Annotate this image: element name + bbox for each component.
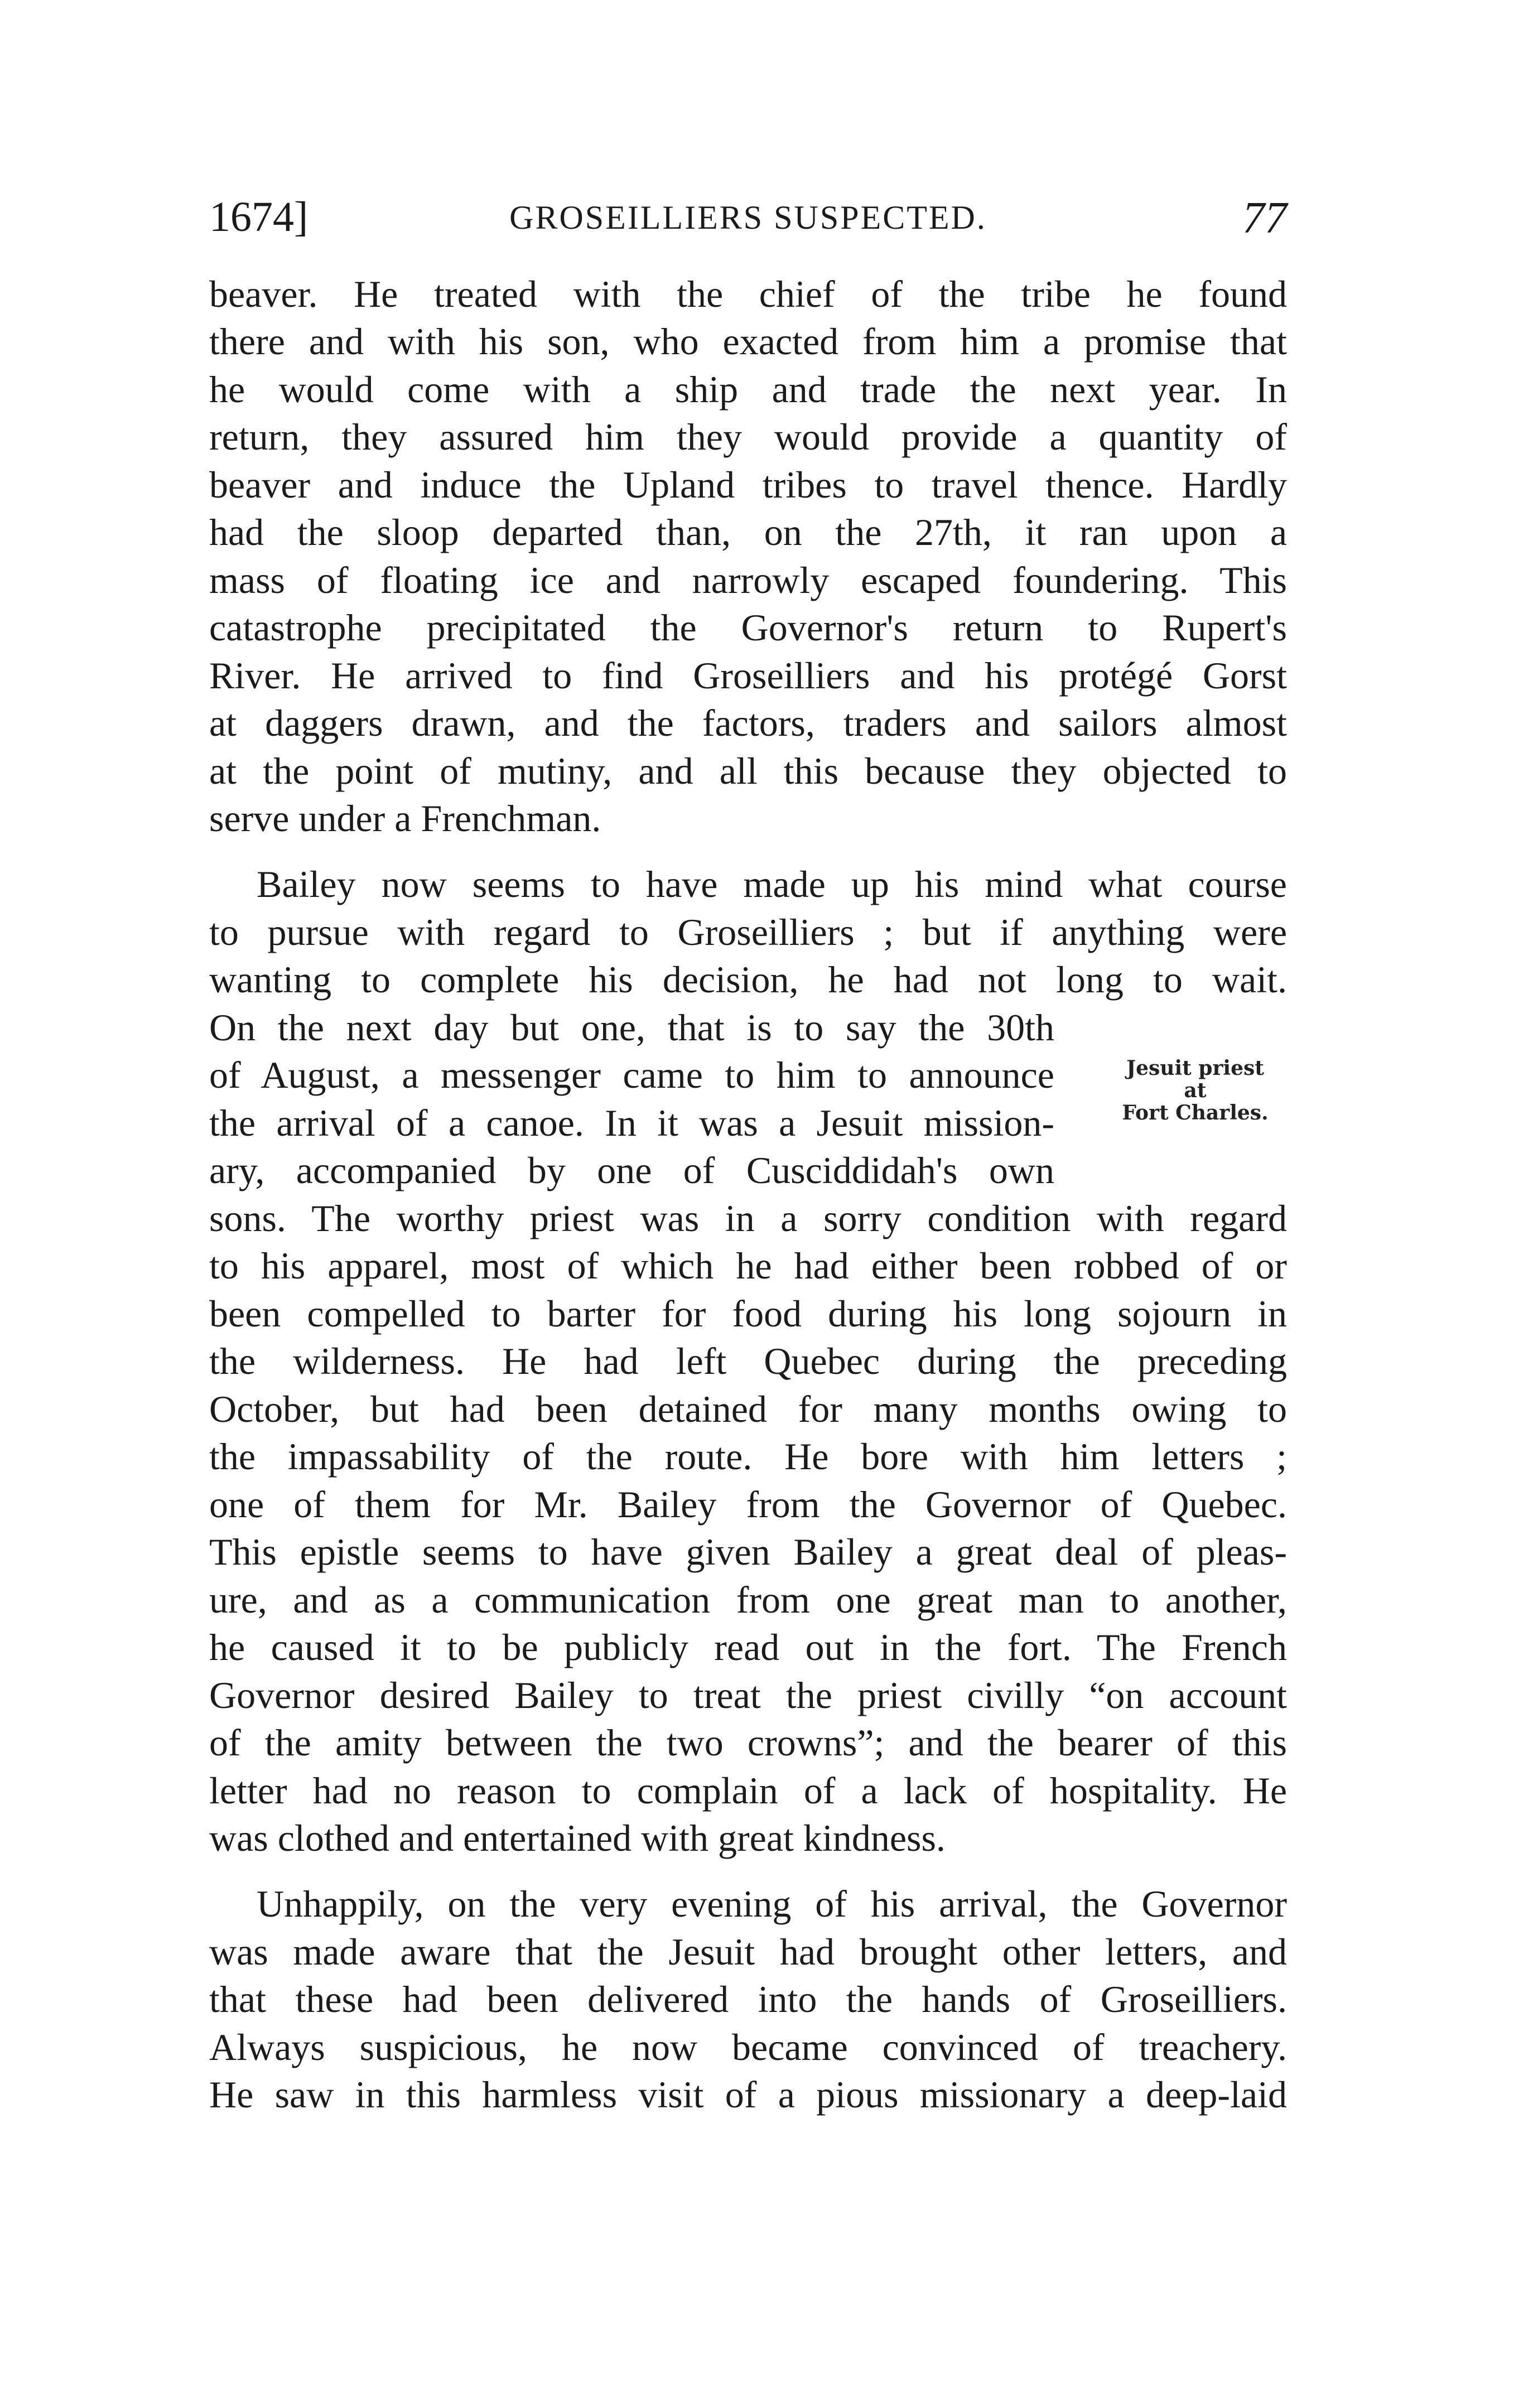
text-line: On the next day but one, that is to say the 30th (209, 1006, 1054, 1049)
text-line: Governor desired Bailey to treat the priest civilly “on account (209, 1674, 1287, 1716)
text-line: that these had been delivered into the hands of Groseilliers. (209, 1978, 1287, 2020)
text-line: of August, a messenger came to him to announce (209, 1054, 1054, 1096)
page-number: 77 (1242, 194, 1287, 243)
text-line: wanting to complete his decision, he had not long to wait. (209, 958, 1287, 1001)
margin-note-line: at (1184, 1079, 1207, 1102)
text-line: the impassability of the route. He bore with him letters ; (209, 1435, 1287, 1478)
text-line: the wilderness. He had left Quebec during the preceding (209, 1340, 1287, 1382)
text-line: the arrival of a canoe. In it was a Jesuit mission- (209, 1102, 1054, 1144)
text-line: mass of floating ice and narrowly escaped foundering. This (209, 559, 1287, 601)
text-line: letter had no reason to complain of a lack of hospitality. He (209, 1769, 1287, 1812)
text-line: there and with his son, who exacted from him a promise that (209, 320, 1287, 363)
text-line: been compelled to barter for food during his long sojourn in (209, 1292, 1287, 1335)
text-line: River. He arrived to find Groseilliers and his protégé Gorst (209, 654, 1287, 697)
text-line: at the point of mutiny, and all this because they objected to (209, 750, 1287, 792)
text-line: ure, and as a communication from one great man to another, (209, 1579, 1287, 1621)
running-head (209, 193, 1287, 254)
text-line: beaver. He treated with the chief of the tribe he found (209, 273, 1287, 315)
text-line: at daggers drawn, and the factors, traders and sailors almost (209, 702, 1287, 744)
text-line: sons. The worthy priest was in a sorry condition with regard (209, 1197, 1287, 1239)
text-line: of the amity between the two crowns”; and the bearer of this (209, 1721, 1287, 1764)
text-line: was made aware that the Jesuit had brought other letters, and (209, 1931, 1287, 1973)
running-head-title: GROSEILLIERS SUSPECTED. (509, 199, 987, 236)
text-line: Bailey now seems to have made up his mind what course (257, 863, 1287, 905)
text-line: serve under a Frenchman. (209, 797, 601, 839)
margin-note-line: Jesuit priest (1126, 1056, 1264, 1080)
text-line: October, but had been detained for many months owing to (209, 1388, 1287, 1430)
text-line: Always suspicious, he now became convinced of treachery. (209, 2026, 1287, 2068)
text-line: to pursue with regard to Groseilliers ; but if anything were (209, 911, 1287, 953)
text-line: beaver and induce the Upland tribes to travel thence. Hardly (209, 464, 1287, 506)
text-line: return, they assured him they would provide a quantity of (209, 416, 1287, 458)
text-line: one of them for Mr. Bailey from the Governor of Quebec. (209, 1483, 1287, 1526)
margin-note (1096, 1057, 1294, 1124)
text-line: This epistle seems to have given Bailey a great deal of pleas- (209, 1531, 1287, 1573)
text-line: Unhappily, on the very evening of his arrival, the Governor (257, 1883, 1287, 1925)
running-head-year: 1674] (209, 194, 308, 240)
text-line: was clothed and entertained with great kindness. (209, 1817, 946, 1859)
margin-note-line: Fort Charles. (1122, 1101, 1269, 1125)
text-line: he caused it to be publicly read out in the fort. The French (209, 1626, 1287, 1668)
text-line: ary, accompanied by one of Cusciddidah's own (209, 1149, 1054, 1191)
text-line: he would come with a ship and trade the next year. In (209, 368, 1287, 411)
text-line: to his apparel, most of which he had either been robbed of or (209, 1244, 1287, 1287)
text-line: had the sloop departed than, on the 27th, it ran upon a (209, 511, 1287, 553)
text-line: catastrophe precipitated the Governor's return to Rupert's (209, 606, 1287, 649)
text-line: He saw in this harmless visit of a pious missionary a deep-laid (209, 2073, 1287, 2116)
